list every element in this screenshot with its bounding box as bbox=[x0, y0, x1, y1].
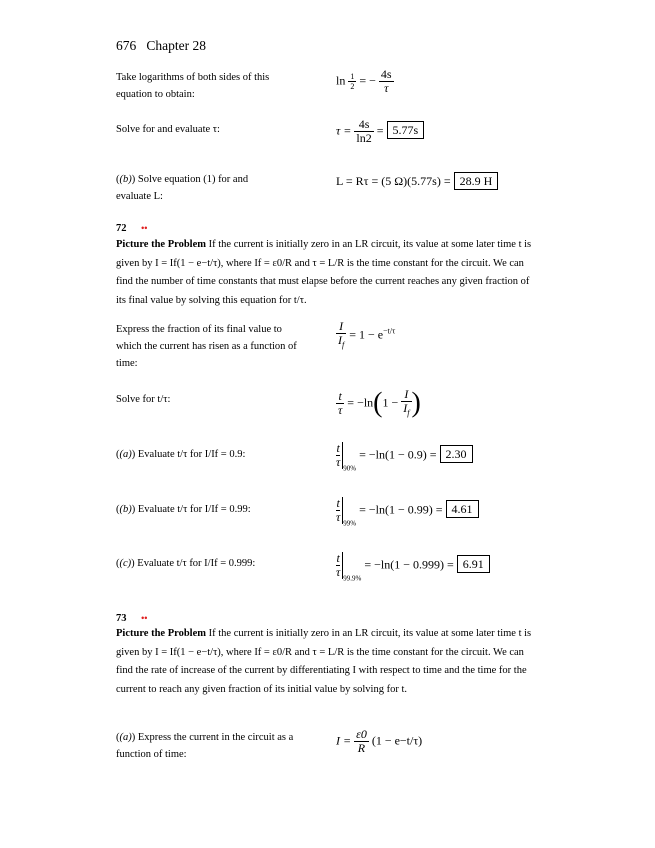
half-denominator: 2 bbox=[350, 82, 355, 91]
problem-73-statement bbox=[116, 625, 536, 699]
tau-equals: = bbox=[376, 123, 387, 138]
log-equation bbox=[336, 68, 394, 95]
row-a-prefix: (a) bbox=[119, 449, 132, 460]
row-b-label: ((b)) Evaluate t/τ for I/If = 0.99: bbox=[116, 504, 251, 515]
current-rhs: (1 − e−t/τ) bbox=[371, 733, 423, 748]
express-exponent: −t/τ bbox=[383, 326, 396, 336]
half-numerator: 1 bbox=[350, 72, 355, 81]
problem-72-number: 72 bbox=[116, 223, 127, 234]
problem-72-statement bbox=[116, 236, 536, 310]
problem-73-number: 73 bbox=[116, 613, 127, 624]
half-fraction bbox=[348, 72, 356, 91]
page-number: 676 bbox=[116, 38, 137, 53]
row-a-sub: 90% bbox=[343, 464, 357, 473]
problem-72-heading: Picture the Problem bbox=[116, 239, 207, 250]
row-c-text: Evaluate t/τ for I/If = 0.999: bbox=[137, 558, 256, 569]
current-equation bbox=[336, 728, 422, 755]
row-a-text: Evaluate t/τ for I/If = 0.9: bbox=[137, 449, 246, 460]
tau-denominator: ln2 bbox=[356, 131, 372, 145]
log-equals: = − bbox=[359, 73, 376, 88]
log-fraction bbox=[379, 68, 394, 95]
I-over-If: $\frac{I}{I_f}$ bbox=[338, 319, 345, 350]
tau-numerator: 4s bbox=[354, 118, 373, 132]
row-a-answer-box: 2.30 bbox=[440, 445, 473, 463]
row-b-text: Evaluate t/τ for I/If = 0.99: bbox=[137, 504, 251, 515]
express-current-label: ((a)) Express the current in the circuit as a function of time: bbox=[116, 732, 294, 760]
express-fraction-label: Express the fraction of its final value to which the current has risen as a function of time: bbox=[116, 324, 297, 369]
tau-lhs: τ = bbox=[336, 123, 355, 138]
t-over-tau: $\frac{t}{\tau}$ bbox=[338, 389, 343, 418]
solve-L-label: ((b)) Solve equation (1) for and evaluate L: bbox=[116, 174, 249, 202]
express-current-prefix: (a) bbox=[119, 732, 132, 743]
solve-rhs: = −ln bbox=[347, 395, 374, 410]
express-rhs: = 1 − e bbox=[349, 327, 384, 342]
row-c-answer-box: 6.91 bbox=[457, 555, 490, 573]
current-lhs: I = bbox=[336, 733, 355, 748]
page-header bbox=[116, 38, 206, 54]
tau-fraction bbox=[354, 118, 373, 145]
row-c-prefix: (c) bbox=[119, 558, 132, 569]
L-equation bbox=[336, 172, 498, 190]
solve-L-text: Solve equation (1) for and evaluate L: bbox=[116, 174, 249, 202]
solve-tau-label: Solve for and evaluate τ: bbox=[116, 124, 220, 135]
L-answer-box: 28.9 H bbox=[454, 172, 499, 190]
log-step-label: Take logarithms of both sides of this equation to obtain: bbox=[116, 72, 270, 100]
row-b-sub: 99% bbox=[343, 519, 357, 528]
row-c-sub: 99.9% bbox=[343, 574, 362, 583]
log-denominator: τ bbox=[384, 81, 389, 95]
express-fraction-equation bbox=[336, 320, 395, 351]
express-current-text: Express the current in the circuit as a function of time: bbox=[116, 732, 294, 760]
log-numerator: 4s bbox=[380, 67, 392, 81]
row-a-expr: = −ln(1 − 0.9) = bbox=[359, 447, 440, 462]
row-b-expr: = −ln(1 − 0.99) = bbox=[359, 502, 446, 517]
row-c-equation: $\frac{t}{\tau}$ $_{99.9\%}$ = −ln(1 − 0.999) = 6.91 bbox=[336, 552, 490, 582]
tau-answer-box: 5.77s bbox=[387, 121, 425, 139]
solve-L-prefix: (b) bbox=[119, 174, 132, 185]
solve-t-tau-equation: $\frac{t}{\tau}$ = −ln(1 − $\frac{I}{I_f}$ ) bbox=[338, 387, 421, 419]
chapter-title: Chapter 28 bbox=[146, 38, 206, 53]
difficulty-dots: •• bbox=[141, 223, 148, 233]
emf-over-R bbox=[354, 728, 369, 755]
row-c-label: ((c)) Evaluate t/τ for I/If = 0.999: bbox=[116, 558, 256, 569]
row-a-equation: $\frac{t}{\tau}$ $_{90\%}$ = −ln(1 − 0.9) = 2.30 bbox=[336, 442, 473, 472]
row-b-prefix: (b) bbox=[119, 504, 132, 515]
ln-symbol: ln bbox=[336, 73, 346, 88]
difficulty-dots-73: •• bbox=[141, 613, 148, 623]
problem-72-text: If the current is initially zero in an LR circuit, its value at some later time t is given by I = If(1 − e−t/τ), where If = ε0/R and τ = L/R is the time constant for the circuit. We can find the number of time constants that must elapse before the current reaches any given fraction of its final value by solving this equation for t/τ. bbox=[116, 239, 532, 306]
row-b-equation: $\frac{t}{\tau}$ $_{99\%}$ = −ln(1 − 0.99) = 4.61 bbox=[336, 497, 479, 527]
problem-73-heading: Picture the Problem bbox=[116, 628, 207, 639]
row-a-label: ((a)) Evaluate t/τ for I/If = 0.9: bbox=[116, 449, 246, 460]
tau-equation bbox=[336, 118, 424, 145]
problem-73-text: If the current is initially zero in an LR circuit, its value at some later time t is given by I = If(1 − e−t/τ), where If = ε0/R and τ = L/R is the time constant for the circuit. We can find the rate of increase of the current by differentiating I with respect to time and the time for the current to reach any given fraction of its initial value by solving for t. bbox=[116, 628, 532, 695]
R-denominator: R bbox=[357, 741, 366, 755]
row-c-expr: = −ln(1 − 0.999) = bbox=[364, 557, 457, 572]
row-b-answer-box: 4.61 bbox=[446, 500, 479, 518]
emf-numerator: ε0 bbox=[356, 727, 367, 741]
solve-t-tau-label: Solve for t/τ: bbox=[116, 394, 171, 405]
L-expression: L = Rτ = (5 Ω)(5.77s) = bbox=[336, 174, 454, 188]
